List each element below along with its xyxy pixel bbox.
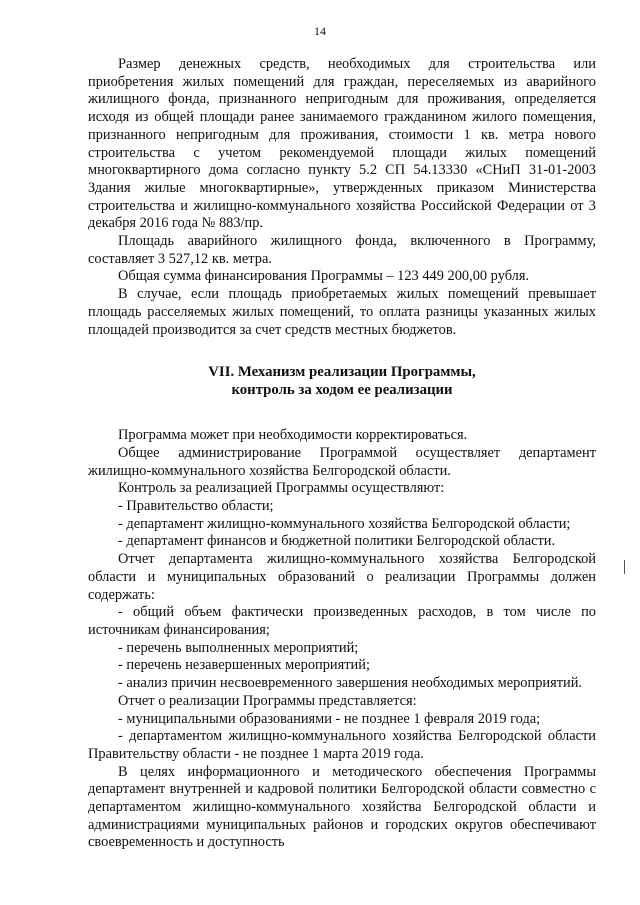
paragraph-administration: Общее администрирование Программой осуществляет департамент жилищно-коммунального хозяйства Белгородской области. [88,444,596,479]
page-number: 14 [314,24,326,38]
margin-mark [624,560,625,574]
page-content [88,56,596,852]
paragraph-correction: Программа может при необходимости корректироваться. [118,427,468,444]
section-heading-line-2: контроль за ходом ее реализации [231,382,453,399]
list-item-department-deadline: - департаментом жилищно-коммунального хозяйства Белгородской области Правительству области - не позднее 1 марта 2019 года. [88,728,596,762]
paragraph-total-funding: Общая сумма финансирования Программы – 123 449 200,00 рубля. [118,268,530,285]
paragraph-information-support: В целях информационного и методического обеспечения Программы департамент внутренней и кадровой политики Белгородской области совместно с департаментом жилищно-коммунального хозяйства Белгородской области и администрациями муниципальных районов и городских округов обеспечивают своевременность и доступность [88,763,596,851]
paragraph-emergency-area: Площадь аварийного жилищного фонда, включенного в Программу, составляет 3 527,12 кв. метра. [88,233,596,267]
paragraph-control-intro: Контроль за реализацией Программы осуществляют: [118,480,445,497]
list-item-finance-department: - департамент финансов и бюджетной политики Белгородской области. [118,533,556,550]
section-heading-line-1: VII. Механизм реализации Программы, [208,364,476,381]
list-item-completed-activities: - перечень выполненных мероприятий; [118,639,359,656]
list-item-government: - Правительство области; [118,498,274,515]
paragraph-area-difference: В случае, если площадь приобретаемых жилых помещений превышает площадь расселяемых жилых помещений, то оплата разницы указанных жилых площадей производится за счет средств местных бюджетов. [88,286,596,338]
paragraph-report-submission: Отчет о реализации Программы представляется: [118,692,417,709]
list-item-total-expenses: - общий объем фактически произведенных расходов, в том числе по источникам финансирования; [88,604,596,638]
list-item-housing-department: - департамент жилищно-коммунального хозяйства Белгородской области; [118,515,571,532]
list-item-delay-analysis: - анализ причин несвоевременного завершения необходимых мероприятий. [118,675,583,692]
paragraph-cost-calculation: Размер денежных средств, необходимых для строительства или приобретения жилых помещений для граждан, переселяемых из аварийного жилищного фонда, признанного непригодным для проживания, определяется исходя из общей площади ранее занимаемого гражданином жилого помещения, признанного непригодным для проживания, стоимости 1 кв. метра нового строительства с учетом рекомендуемой площади жилых помещений многоквартирного дома согласно пункту 5.2 СП 54.13330 «СНиП 31-01-2003 Здания жилые многоквартирные», утвержденных приказом Министерства строительства и жилищно-коммунального хозяйства Российской Федерации от 3 декабря 2016 года № 883/пр. [88,56,596,232]
section-heading [88,363,596,399]
list-item-unfinished-activities: - перечень незавершенных мероприятий; [118,657,370,674]
paragraph-report-contents: Отчет департамента жилищно-коммунального хозяйства Белгородской области и муниципальных образований о реализации Программы должен содержать: [88,551,596,603]
list-item-municipal-deadline: - муниципальными образованиями - не позднее 1 февраля 2019 года; [118,710,541,727]
